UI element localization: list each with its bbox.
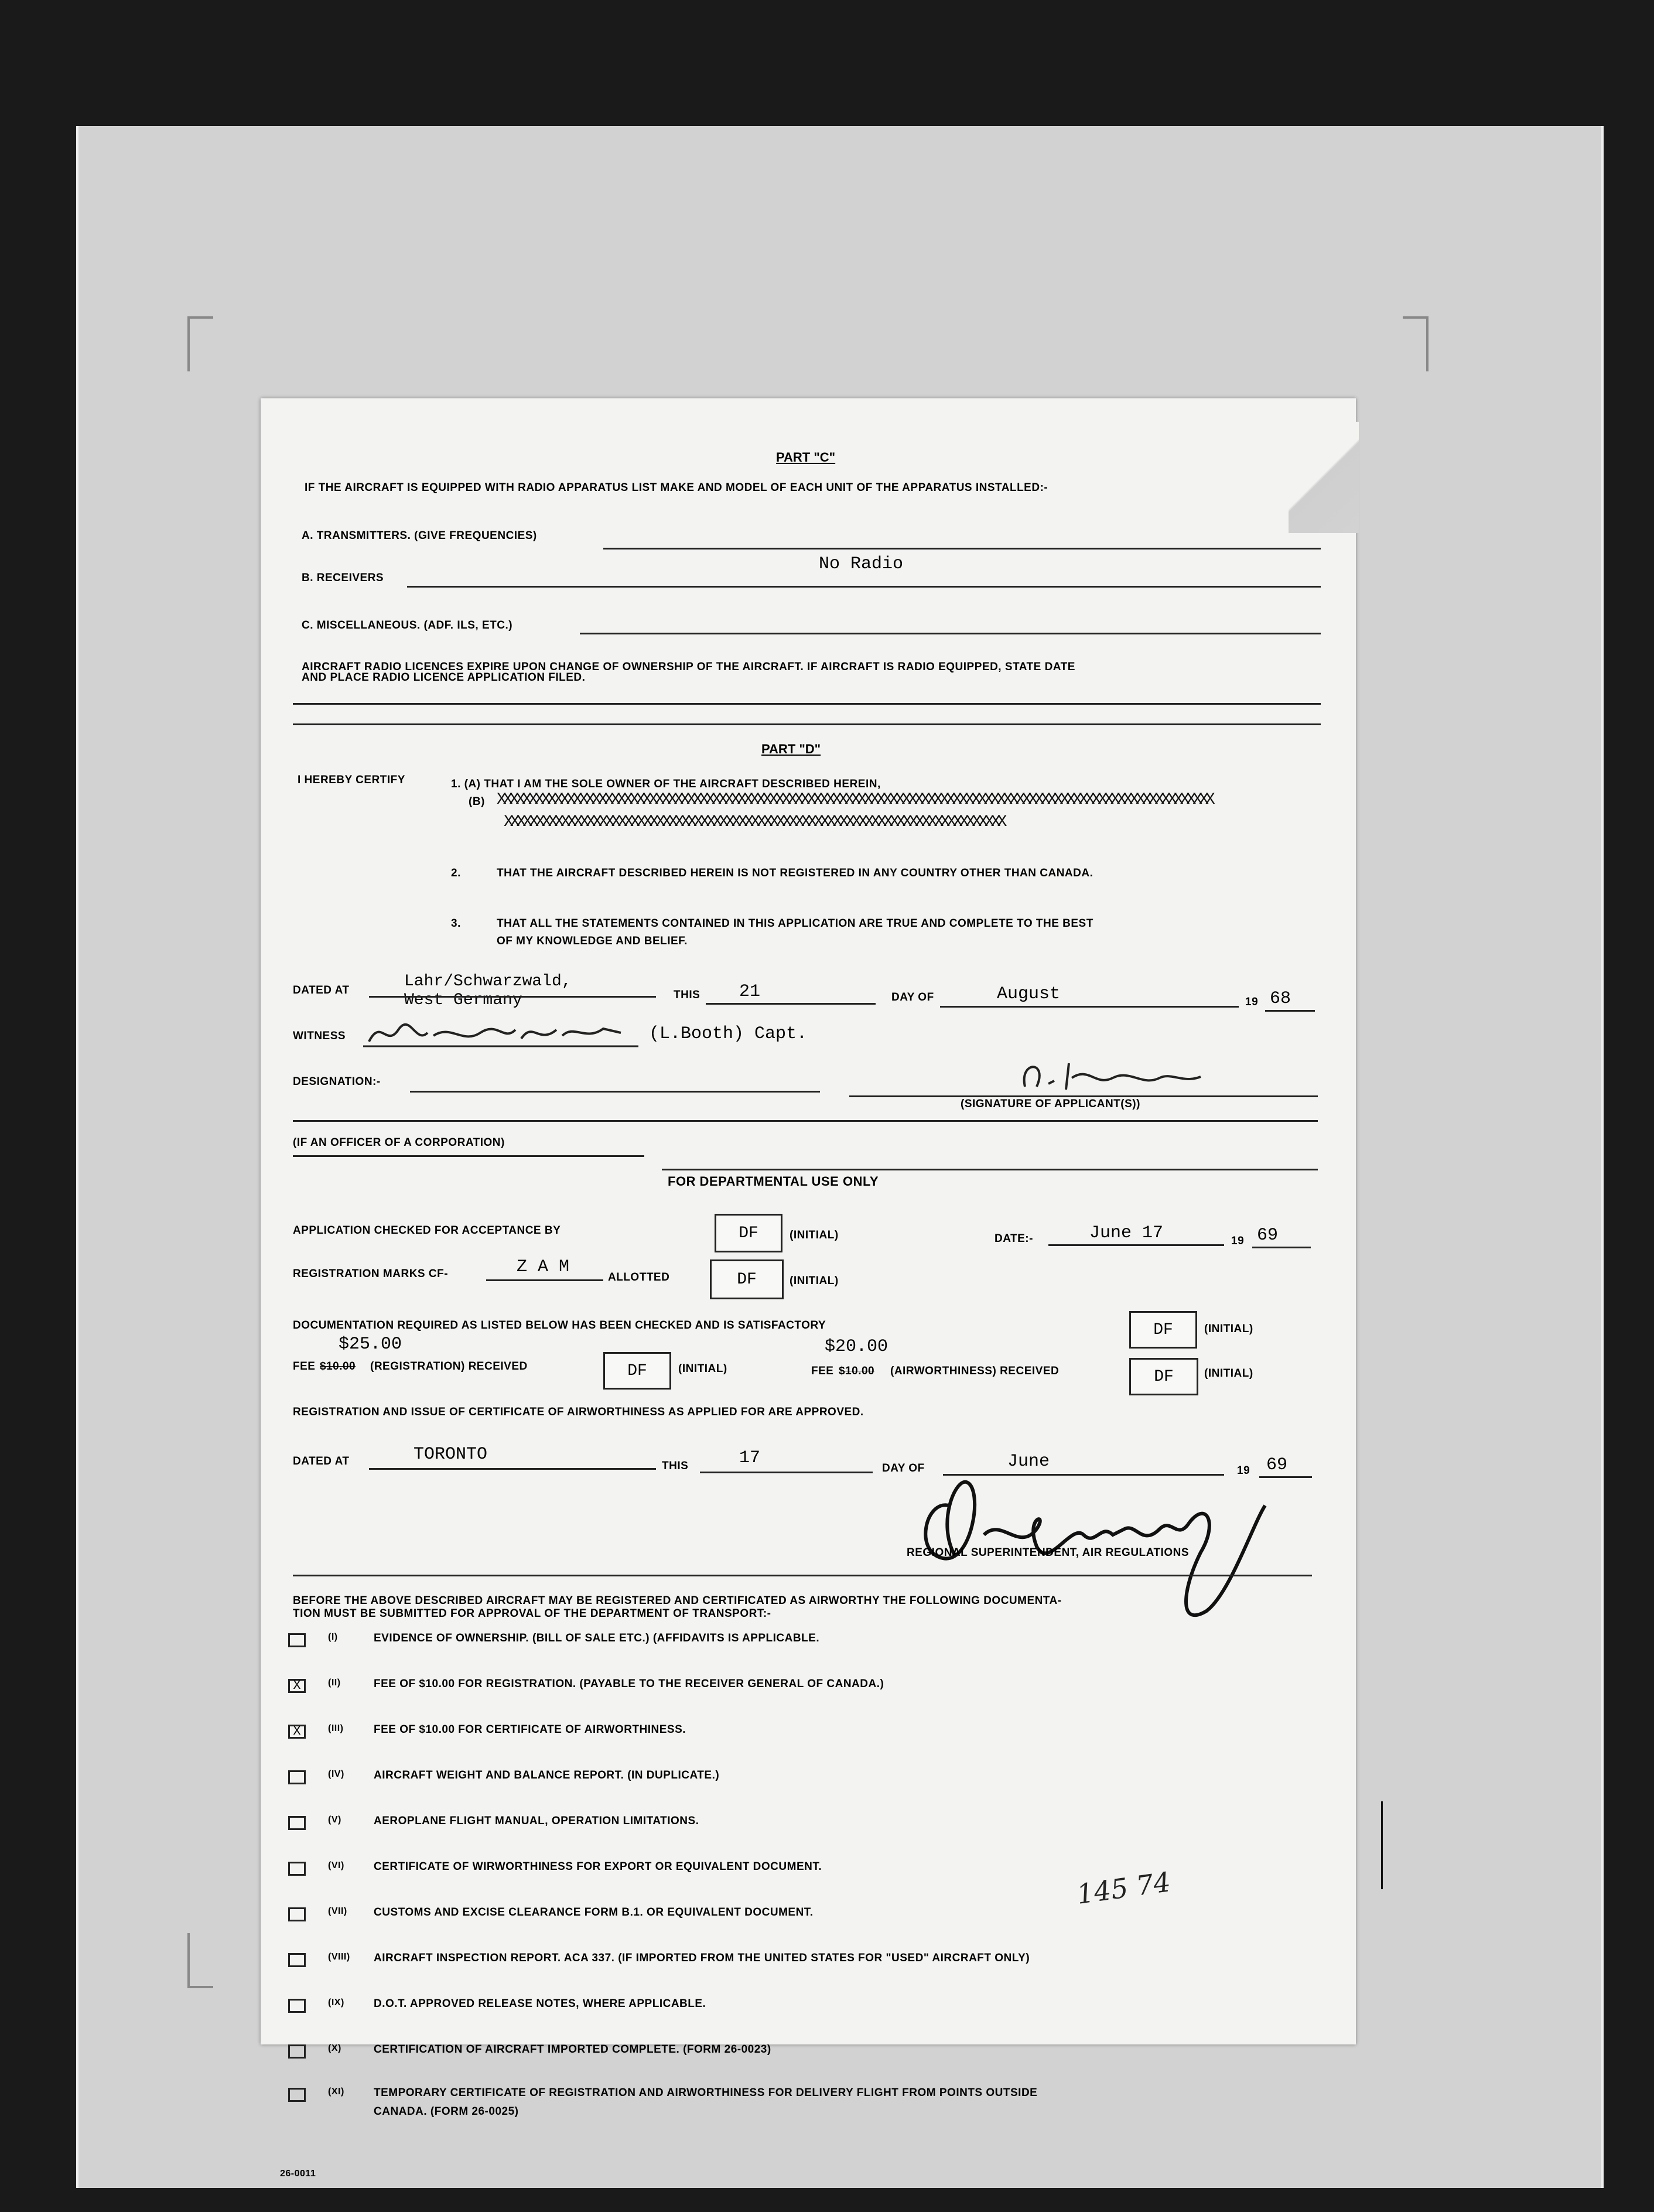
fee-air-struck: $10.00 xyxy=(839,1365,875,1377)
fee-air-initial-box: DF xyxy=(1129,1358,1198,1395)
form-number: 26-0011 xyxy=(280,2169,316,2179)
document-item-number: (IX) xyxy=(328,1998,344,2008)
dept-dated-at-label: DATED AT xyxy=(293,1455,350,1467)
document-checkbox[interactable] xyxy=(288,2088,306,2102)
initial-label: (INITIAL) xyxy=(790,1229,839,1241)
document-checkbox[interactable] xyxy=(288,1907,306,1921)
part-d-title: PART "D" xyxy=(761,742,821,756)
certify-item-3-num: 3. xyxy=(451,917,461,930)
fee-air-label: (AIRWORTHINESS) RECEIVED xyxy=(890,1365,1060,1377)
document-item-text: D.O.T. APPROVED RELEASE NOTES, WHERE APPLICABLE. xyxy=(374,1998,706,2010)
this-value: 21 xyxy=(739,982,761,1002)
handwritten-number: 145 74 xyxy=(1075,1866,1173,1910)
day-of-label: DAY OF xyxy=(891,991,934,1003)
day-of-value: August xyxy=(997,984,1061,1004)
document-item-number: (II) xyxy=(328,1678,341,1688)
documentation-intro: TION MUST BE SUBMITTED FOR APPROVAL OF THE DEPARTMENT OF TRANSPORT:- xyxy=(293,1607,771,1620)
designation-label: DESIGNATION:- xyxy=(293,1076,381,1088)
document-item-text: FEE OF $10.00 FOR CERTIFICATE OF AIRWORTHINESS. xyxy=(374,1723,686,1736)
reg-marks-line xyxy=(486,1279,603,1281)
section-divider xyxy=(293,1575,1312,1576)
certify-item-2-num: 2. xyxy=(451,867,461,879)
initial-label: (INITIAL) xyxy=(1204,1367,1253,1380)
checkbox-mark: X xyxy=(293,1678,301,1693)
document-item-number: (III) xyxy=(328,1723,344,1733)
document-checkbox[interactable] xyxy=(288,1725,306,1739)
date-year-line xyxy=(1252,1247,1311,1248)
doc-item-11-line2: CANADA. (FORM 26-0025) xyxy=(374,2105,519,2118)
document-checkbox[interactable] xyxy=(288,1679,306,1693)
fee-air-prefix: FEE xyxy=(811,1365,834,1377)
year-value: 68 xyxy=(1270,989,1291,1009)
receivers-label: B. RECEIVERS xyxy=(302,572,384,584)
superintendent-label: REGIONAL SUPERINTENDENT, AIR REGULATIONS xyxy=(907,1547,1190,1559)
this-label: THIS xyxy=(674,989,700,1001)
dept-this-line xyxy=(700,1472,873,1473)
document-checkbox[interactable] xyxy=(288,1770,306,1784)
document-item-text: CERTIFICATION OF AIRCRAFT IMPORTED COMPLETE. (FORM 26-0023) xyxy=(374,2043,771,2056)
document-item-text: EVIDENCE OF OWNERSHIP. (BILL OF SALE ETC.) (AFFIDAVITS IS APPLICABLE. xyxy=(374,1632,820,1644)
crop-mark xyxy=(1403,316,1429,371)
misc-line xyxy=(580,633,1321,634)
document-item-text: CUSTOMS AND EXCISE CLEARANCE FORM B.1. OR EQUIVALENT DOCUMENT. xyxy=(374,1906,814,1919)
year-prefix: 19 xyxy=(1245,996,1259,1008)
dept-this-label: THIS xyxy=(662,1460,689,1472)
date-value: June 17 xyxy=(1089,1223,1164,1243)
departmental-title: FOR DEPARTMENTAL USE ONLY xyxy=(668,1174,879,1189)
checked-initial-box: DF xyxy=(715,1214,782,1252)
certify-label: I HEREBY CERTIFY xyxy=(298,774,405,786)
misc-label: C. MISCELLANEOUS. (ADF. ILS, ETC.) xyxy=(302,619,513,631)
year-line xyxy=(1265,1010,1315,1012)
certify-item-2: THAT THE AIRCRAFT DESCRIBED HEREIN IS NOT REGISTERED IN ANY COUNTRY OTHER THAN CANADA. xyxy=(497,867,1093,879)
checkbox-mark xyxy=(290,1818,304,1828)
dept-day-of-label: DAY OF xyxy=(882,1462,925,1474)
reg-marks-value: Z A M xyxy=(517,1257,570,1277)
witness-signature xyxy=(363,1012,644,1053)
dept-year-value: 69 xyxy=(1266,1455,1288,1475)
checkbox-mark xyxy=(290,2001,304,2011)
document-item-number: (X) xyxy=(328,2043,341,2053)
document-item-number: (I) xyxy=(328,1632,338,1642)
transmitters-line xyxy=(603,548,1321,549)
fee-air-amount: $20.00 xyxy=(825,1337,888,1357)
initial-label: (INITIAL) xyxy=(678,1363,727,1375)
checked-label: APPLICATION CHECKED FOR ACCEPTANCE BY xyxy=(293,1224,561,1237)
allotted-initial-box: DF xyxy=(710,1259,784,1299)
part-c-title: PART "C" xyxy=(776,450,836,465)
document-item-number: (IV) xyxy=(328,1769,344,1779)
crop-mark xyxy=(187,316,213,371)
document-checkbox[interactable] xyxy=(288,1816,306,1830)
checkbox-mark xyxy=(290,1772,304,1783)
document-checkbox[interactable] xyxy=(288,1999,306,2013)
checkbox-mark: X xyxy=(293,1724,301,1739)
struck-out-text: XXXXXXXXXXXXXXXXXXXXXXXXXXXXXXXXXXXXXXXXXXXXXXXXXXXXXXXXXXXXXXXXXXXXXXXXXXXXXXXXXXXXXXXXXXXXXXXXXXXXXXXXXXXXXXXXX xyxy=(497,791,1212,809)
witness-value: (L.Booth) Capt. xyxy=(649,1024,808,1044)
applicant-signature xyxy=(1013,1054,1212,1098)
document-item-text: AEROPLANE FLIGHT MANUAL, OPERATION LIMITATIONS. xyxy=(374,1815,699,1827)
certify-item-3: THAT ALL THE STATEMENTS CONTAINED IN THIS APPLICATION ARE TRUE AND COMPLETE TO THE BEST xyxy=(497,917,1093,930)
dept-dated-at-line xyxy=(369,1468,656,1470)
dated-at-value: West Germany xyxy=(404,991,522,1009)
designation-line-2 xyxy=(293,1120,1318,1122)
fee-reg-initial-box: DF xyxy=(603,1352,671,1390)
margin-mark xyxy=(1381,1801,1383,1889)
documentation-intro: BEFORE THE ABOVE DESCRIBED AIRCRAFT MAY BE REGISTERED AND CERTIFICATED AS AIRWORTHY THE FOLLOWING DOCUMENTA- xyxy=(293,1595,1062,1607)
document-item-text: AIRCRAFT INSPECTION REPORT. ACA 337. (IF IMPORTED FROM THE UNITED STATES FOR "USED" AIRCRAFT ONLY) xyxy=(374,1952,1030,1964)
checkbox-mark xyxy=(290,1955,304,1965)
document-item-text: AIRCRAFT WEIGHT AND BALANCE REPORT. (IN DUPLICATE.) xyxy=(374,1769,720,1781)
witness-label: WITNESS xyxy=(293,1030,346,1042)
struck-out-text: XXXXXXXXXXXXXXXXXXXXXXXXXXXXXXXXXXXXXXXXXXXXXXXXXXXXXXXXXXXXXXXXXXXXXXXXXXXXXXX xyxy=(504,813,1004,831)
date-label: DATE:- xyxy=(995,1233,1033,1245)
dated-at-value: Lahr/Schwarzwald, xyxy=(404,972,572,991)
dept-year-prefix: 19 xyxy=(1237,1465,1250,1477)
this-line xyxy=(706,1003,876,1005)
checkbox-mark xyxy=(290,2090,304,2100)
fee-reg-amount: $25.00 xyxy=(339,1334,402,1354)
officer-line xyxy=(293,1155,644,1157)
document-item-text: FEE OF $10.00 FOR REGISTRATION. (PAYABLE TO THE RECEIVER GENERAL OF CANADA.) xyxy=(374,1678,884,1690)
licence-line xyxy=(293,703,1321,705)
dept-day-of-value: June xyxy=(1007,1452,1050,1472)
certify-item-3: OF MY KNOWLEDGE AND BELIEF. xyxy=(497,935,688,947)
dept-this-value: 17 xyxy=(739,1448,761,1468)
certify-item-1a: 1. (A) THAT I AM THE SOLE OWNER OF THE AIRCRAFT DESCRIBED HEREIN, xyxy=(451,778,881,790)
approval-text: REGISTRATION AND ISSUE OF CERTIFICATE OF AIRWORTHINESS AS APPLIED FOR ARE APPROVED. xyxy=(293,1406,864,1418)
fee-reg-label: (REGISTRATION) RECEIVED xyxy=(370,1360,528,1373)
documentation-initial-box: DF xyxy=(1129,1311,1197,1349)
document-checkbox[interactable] xyxy=(288,1862,306,1876)
initial-label: (INITIAL) xyxy=(790,1275,839,1287)
checkbox-mark xyxy=(290,1863,304,1874)
crop-mark xyxy=(187,1933,213,1988)
transmitters-label: A. TRANSMITTERS. (GIVE FREQUENCIES) xyxy=(302,530,537,542)
documentation-label: DOCUMENTATION REQUIRED AS LISTED BELOW HAS BEEN CHECKED AND IS SATISFACTORY xyxy=(293,1319,826,1332)
date-year-prefix: 19 xyxy=(1231,1235,1245,1247)
document-checkbox[interactable] xyxy=(288,1953,306,1967)
dated-at-label: DATED AT xyxy=(293,984,350,996)
radio-intro: IF THE AIRCRAFT IS EQUIPPED WITH RADIO APPARATUS LIST MAKE AND MODEL OF EACH UNIT OF THE APPARATUS INSTALLED:- xyxy=(305,482,1048,494)
document-item-number: (XI) xyxy=(328,2087,344,2097)
document-item-number: (VI) xyxy=(328,1861,344,1870)
date-line xyxy=(1048,1244,1224,1246)
checkbox-mark xyxy=(290,1635,304,1646)
folded-corner xyxy=(1289,422,1359,533)
document-item-number: (VII) xyxy=(328,1906,347,1916)
document-item-text: CERTIFICATE OF WIRWORTHINESS FOR EXPORT OR EQUIVALENT DOCUMENT. xyxy=(374,1861,822,1873)
document-item-text: TEMPORARY CERTIFICATE OF REGISTRATION AND AIRWORTHINESS FOR DELIVERY FLIGHT FROM POINTS OUTSIDE xyxy=(374,2087,1038,2099)
fee-reg-struck: $10.00 xyxy=(320,1360,356,1373)
checkbox-mark xyxy=(290,2046,304,2057)
document-checkbox[interactable] xyxy=(288,1633,306,1647)
initial-label: (INITIAL) xyxy=(1204,1323,1253,1335)
licence-note: AND PLACE RADIO LICENCE APPLICATION FILED. xyxy=(302,671,586,684)
dated-at-line xyxy=(369,996,656,998)
signature-label: (SIGNATURE OF APPLICANT(S)) xyxy=(961,1098,1140,1110)
officer-label: (IF AN OFFICER OF A CORPORATION) xyxy=(293,1136,505,1149)
dept-dated-at-value: TORONTO xyxy=(414,1445,488,1465)
reg-marks-label: REGISTRATION MARKS CF- xyxy=(293,1268,449,1280)
document-checkbox[interactable] xyxy=(288,2044,306,2059)
date-year-value: 69 xyxy=(1257,1226,1279,1245)
application-form xyxy=(261,398,1356,2044)
document-item-number: (VIII) xyxy=(328,1952,350,1962)
day-of-line xyxy=(940,1006,1239,1008)
designation-line xyxy=(410,1091,820,1093)
document-item-number: (V) xyxy=(328,1815,341,1825)
receivers-line xyxy=(407,586,1321,588)
checkbox-mark xyxy=(290,1909,304,1920)
section-divider xyxy=(662,1169,1318,1170)
licence-note: AIRCRAFT RADIO LICENCES EXPIRE UPON CHANGE OF OWNERSHIP OF THE AIRCRAFT. IF AIRCRAFT IS RADIO EQUIPPED, STATE DATE xyxy=(302,661,1075,673)
receivers-value: No Radio xyxy=(819,554,904,574)
certify-item-1b-label: (B) xyxy=(469,796,485,808)
allotted-label: ALLOTTED xyxy=(608,1271,670,1283)
licence-line xyxy=(293,723,1321,725)
fee-reg-prefix: FEE xyxy=(293,1360,316,1373)
